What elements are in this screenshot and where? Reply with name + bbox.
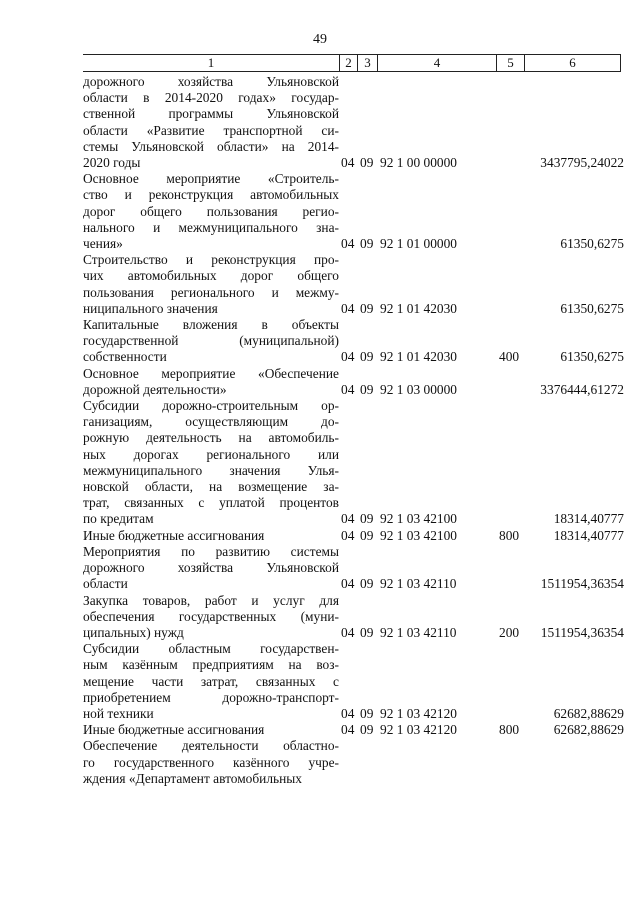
table-row — [83, 317, 624, 366]
expense-type-code: 200 — [499, 624, 520, 640]
subsection-code: 09 — [360, 527, 374, 543]
column-header-2: 2 — [339, 55, 357, 71]
column-header-3: 3 — [357, 55, 377, 71]
section-code: 04 — [341, 705, 355, 721]
subsection-code: 09 — [360, 236, 374, 252]
description-line: ципальных) нужд — [83, 624, 184, 640]
row-description — [83, 317, 339, 366]
column-header-1: 1 — [207, 55, 215, 70]
amount: 3437795,24022 — [540, 155, 624, 171]
page-number: 49 — [313, 32, 327, 47]
target-article-code: 92 1 03 42120 — [380, 722, 457, 738]
target-article-code: 92 1 01 42030 — [380, 349, 457, 365]
table-row — [83, 528, 624, 544]
description-line: Субсидии областным государствен- — [83, 641, 339, 657]
description-line: пользования регионального и межму- — [83, 284, 339, 300]
amount: 61350,6275 — [560, 300, 624, 316]
row-description — [83, 722, 339, 738]
expense-type-code: 800 — [499, 722, 520, 738]
target-article-code: 92 1 01 00000 — [380, 236, 457, 252]
amount: 61350,6275 — [560, 236, 624, 252]
column-header-4: 4 — [377, 55, 496, 71]
target-article-code: 92 1 03 42120 — [380, 705, 457, 721]
row-description — [83, 398, 339, 528]
subsection-code: 09 — [360, 722, 374, 738]
section-code: 04 — [341, 624, 355, 640]
section-code: 04 — [341, 236, 355, 252]
subsection-code: 09 — [360, 576, 374, 592]
row-description — [83, 738, 339, 787]
row-description — [83, 171, 339, 252]
table-row — [83, 252, 624, 317]
table-row — [83, 722, 624, 738]
description-line: рожную деятельность на автомобиль- — [83, 430, 339, 446]
row-description — [83, 528, 339, 544]
amount: 62682,88629 — [553, 722, 624, 738]
column-header-6: 6 — [524, 55, 621, 71]
description-line: дорожного хозяйства Ульяновской — [83, 74, 339, 89]
description-line: ство и реконструкция автомобильных — [83, 187, 339, 203]
description-line: ственной программы Ульяновской — [83, 106, 339, 122]
description-line: государственной (муниципальной) — [83, 333, 339, 349]
description-line: Иные бюджетные ассигнования — [83, 527, 265, 543]
description-line: Основное мероприятие «Строитель- — [83, 171, 339, 187]
description-line: нального и межмуниципального зна- — [83, 219, 339, 235]
description-line: трат, связанных с уплатой процентов — [83, 495, 339, 511]
table-row — [83, 171, 624, 252]
subsection-code: 09 — [360, 511, 374, 527]
amount: 3376444,61272 — [540, 381, 624, 397]
target-article-code: 92 1 03 42100 — [380, 511, 457, 527]
amount: 61350,6275 — [560, 349, 624, 365]
target-article-code: 92 1 01 42030 — [380, 300, 457, 316]
row-description — [83, 366, 339, 398]
target-article-code: 92 1 03 42110 — [380, 624, 457, 640]
description-line: области «Развитие транспортной си- — [83, 122, 339, 138]
table-row — [83, 74, 624, 171]
description-line: го государственного казённого учре- — [83, 754, 339, 770]
row-description — [83, 252, 339, 317]
subsection-code: 09 — [360, 705, 374, 721]
section-code: 04 — [341, 576, 355, 592]
description-line: 2020 годы — [83, 155, 141, 171]
table-header — [83, 54, 621, 72]
row-description — [83, 544, 339, 593]
subsection-code: 09 — [360, 155, 374, 171]
section-code: 04 — [341, 381, 355, 397]
description-line: межмуниципального значения Улья- — [83, 462, 339, 478]
table-row — [83, 366, 624, 398]
description-line: дорожного хозяйства Ульяновской — [83, 560, 339, 576]
description-line: ганизациям, осуществляющим до- — [83, 414, 339, 430]
description-line: Мероприятия по развитию системы — [83, 543, 339, 559]
table-row — [83, 544, 624, 593]
description-line: Субсидии дорожно-строительным ор- — [83, 398, 339, 414]
row-description — [83, 593, 339, 642]
section-code: 04 — [341, 349, 355, 365]
description-line: области — [83, 576, 128, 592]
row-description — [83, 74, 339, 171]
description-line: дорожной деятельности» — [83, 381, 227, 397]
description-line: Обеспечение деятельности областно- — [83, 738, 339, 754]
subsection-code: 09 — [360, 624, 374, 640]
table-row — [83, 398, 624, 528]
description-line: дорог общего пользования регио- — [83, 203, 339, 219]
column-header-5: 5 — [496, 55, 524, 71]
description-line: собственности — [83, 349, 167, 365]
table-row — [83, 593, 624, 642]
section-code: 04 — [341, 511, 355, 527]
description-line: обеспечения государственных (муни- — [83, 608, 339, 624]
description-line: чения» — [83, 236, 123, 252]
amount: 62682,88629 — [553, 705, 624, 721]
subsection-code: 09 — [360, 349, 374, 365]
amount: 18314,40777 — [553, 511, 624, 527]
target-article-code: 92 1 03 00000 — [380, 381, 457, 397]
section-code: 04 — [341, 155, 355, 171]
subsection-code: 09 — [360, 300, 374, 316]
amount: 1511954,36354 — [540, 624, 624, 640]
description-line: Основное мероприятие «Обеспечение — [83, 365, 339, 381]
description-line: Капитальные вложения в объекты — [83, 317, 339, 333]
description-line: ниципального значения — [83, 300, 218, 316]
description-line: ждения «Департамент автомобильных — [83, 770, 302, 786]
amount: 18314,40777 — [553, 527, 624, 543]
description-line: чих автомобильных дорог общего — [83, 268, 339, 284]
subsection-code: 09 — [360, 381, 374, 397]
description-line: приобретением дорожно-транспорт- — [83, 689, 339, 705]
section-code: 04 — [341, 527, 355, 543]
row-description — [83, 641, 339, 722]
description-line: стемы Ульяновской области» на 2014- — [83, 138, 339, 154]
table-row — [83, 738, 624, 787]
description-line: новской области, на возмещение за- — [83, 479, 339, 495]
description-line: по кредитам — [83, 511, 154, 527]
table-body — [83, 74, 624, 787]
table-row — [83, 641, 624, 722]
target-article-code: 92 1 03 42110 — [380, 576, 457, 592]
amount: 1511954,36354 — [540, 576, 624, 592]
description-line: области в 2014-2020 годах» государ- — [83, 90, 339, 106]
expense-type-code: 800 — [499, 527, 520, 543]
description-line: Строительство и реконструкция про- — [83, 252, 339, 268]
description-line: ным казённым предприятиям на воз- — [83, 657, 339, 673]
section-code: 04 — [341, 722, 355, 738]
target-article-code: 92 1 00 00000 — [380, 155, 457, 171]
description-line: ной техники — [83, 705, 154, 721]
description-line: Закупка товаров, работ и услуг для — [83, 592, 339, 608]
description-line: мещение части затрат, связанных с — [83, 673, 339, 689]
target-article-code: 92 1 03 42100 — [380, 527, 457, 543]
expense-type-code: 400 — [499, 349, 520, 365]
description-line: ных дорогах регионального или — [83, 446, 339, 462]
section-code: 04 — [341, 300, 355, 316]
description-line: Иные бюджетные ассигнования — [83, 722, 265, 738]
